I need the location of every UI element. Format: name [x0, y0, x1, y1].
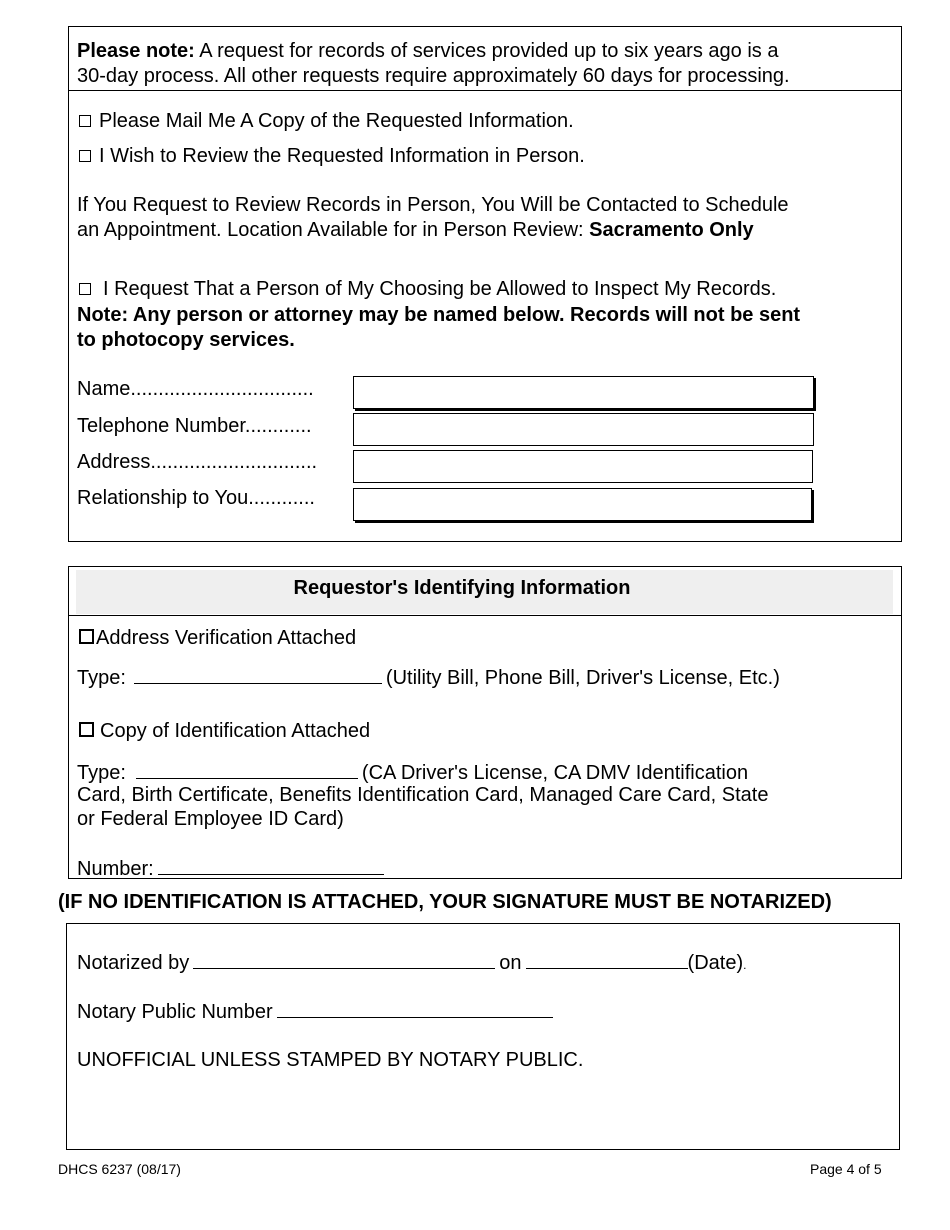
review-in-person-label: I Wish to Review the Requested Information in Person.: [99, 145, 585, 167]
requestor-heading: Requestor's Identifying Information: [293, 577, 631, 599]
form-id: DHCS 6237 (08/17): [58, 1161, 181, 1177]
person-choosing-label: I Request That a Person of My Choosing be Allowed to Inspect My Records.: [103, 278, 777, 300]
please-note-label: Please note:: [77, 40, 195, 62]
unofficial-notice: UNOFFICIAL UNLESS STAMPED BY NOTARY PUBLIC.: [77, 1049, 584, 1071]
notarized-by-row: Notarized by on (Date).: [77, 952, 747, 974]
please-note-line2: 30-day process. All other requests require approximately 60 days for processing.: [77, 65, 790, 87]
review-in-person-checkbox[interactable]: [79, 150, 91, 162]
mail-copy-option[interactable]: [79, 110, 574, 133]
designee-address-label: Address..............................: [77, 451, 318, 473]
notarization-warning: (IF NO IDENTIFICATION IS ATTACHED, YOUR SIGNATURE MUST BE NOTARIZED): [58, 891, 832, 913]
id-type-hint-line1: (CA Driver's License, CA DMV Identification: [361, 762, 749, 784]
person-choosing-checkbox[interactable]: [79, 283, 91, 295]
id-type-input[interactable]: [136, 760, 358, 779]
copy-id-option[interactable]: [79, 720, 370, 743]
review-in-person-option[interactable]: [79, 145, 585, 168]
person-choosing-option[interactable]: [79, 278, 776, 301]
page-number: Page 4 of 5: [810, 1161, 882, 1177]
designee-phone-label: Telephone Number............: [77, 415, 312, 437]
address-type-row: Type: (Utility Bill, Phone Bill, Driver's License, Etc.): [77, 667, 780, 689]
address-verification-label: Address Verification Attached: [96, 627, 357, 649]
date-label: (Date): [687, 952, 744, 974]
copy-id-checkbox[interactable]: [79, 722, 94, 737]
designee-address-field[interactable]: [353, 450, 813, 483]
contact-info-line1: If You Request to Review Records in Person, You Will be Contacted to Schedule: [77, 194, 789, 216]
address-verification-option[interactable]: [79, 627, 356, 650]
address-verification-checkbox[interactable]: [79, 629, 94, 644]
id-type-hint-line3: or Federal Employee ID Card): [77, 808, 344, 830]
notary-number-input[interactable]: [277, 999, 553, 1018]
notary-date-input[interactable]: [526, 950, 688, 969]
designee-name-label: Name.................................: [77, 378, 314, 400]
note-divider: [68, 90, 902, 91]
address-type-input[interactable]: [134, 665, 382, 684]
mail-copy-label: Please Mail Me A Copy of the Requested Information.: [99, 110, 574, 132]
id-number-row: Number:: [77, 856, 388, 881]
designee-note-line1: Note: Any person or attorney may be named below. Records will not be sent: [77, 304, 801, 326]
notarized-by-input[interactable]: [193, 950, 495, 969]
designee-name-field[interactable]: [353, 376, 814, 409]
mail-copy-checkbox[interactable]: [79, 115, 91, 127]
designee-relationship-label: Relationship to You............: [77, 487, 315, 509]
address-type-hint: (Utility Bill, Phone Bill, Driver's License, Etc.): [385, 667, 780, 689]
designee-relationship-field[interactable]: [353, 488, 812, 521]
designee-note-line2: to photocopy services.: [77, 329, 295, 351]
please-note-line1: Please note: A request for records of services provided up to six years ago is a: [77, 40, 779, 62]
id-type-hint-line2: Card, Birth Certificate, Benefits Identification Card, Managed Care Card, State: [77, 784, 769, 806]
requestor-heading-divider: [68, 615, 902, 616]
id-number-input[interactable]: [158, 856, 384, 875]
review-location: Sacramento Only: [589, 219, 754, 241]
id-type-row: Type: (CA Driver's License, CA DMV Identification: [77, 762, 749, 784]
notary-number-row: Notary Public Number: [77, 999, 557, 1024]
contact-info-line2: an Appointment. Location Available for in Person Review: Sacramento Only: [77, 219, 754, 241]
copy-id-label: Copy of Identification Attached: [100, 720, 371, 742]
designee-phone-field[interactable]: [353, 413, 814, 446]
